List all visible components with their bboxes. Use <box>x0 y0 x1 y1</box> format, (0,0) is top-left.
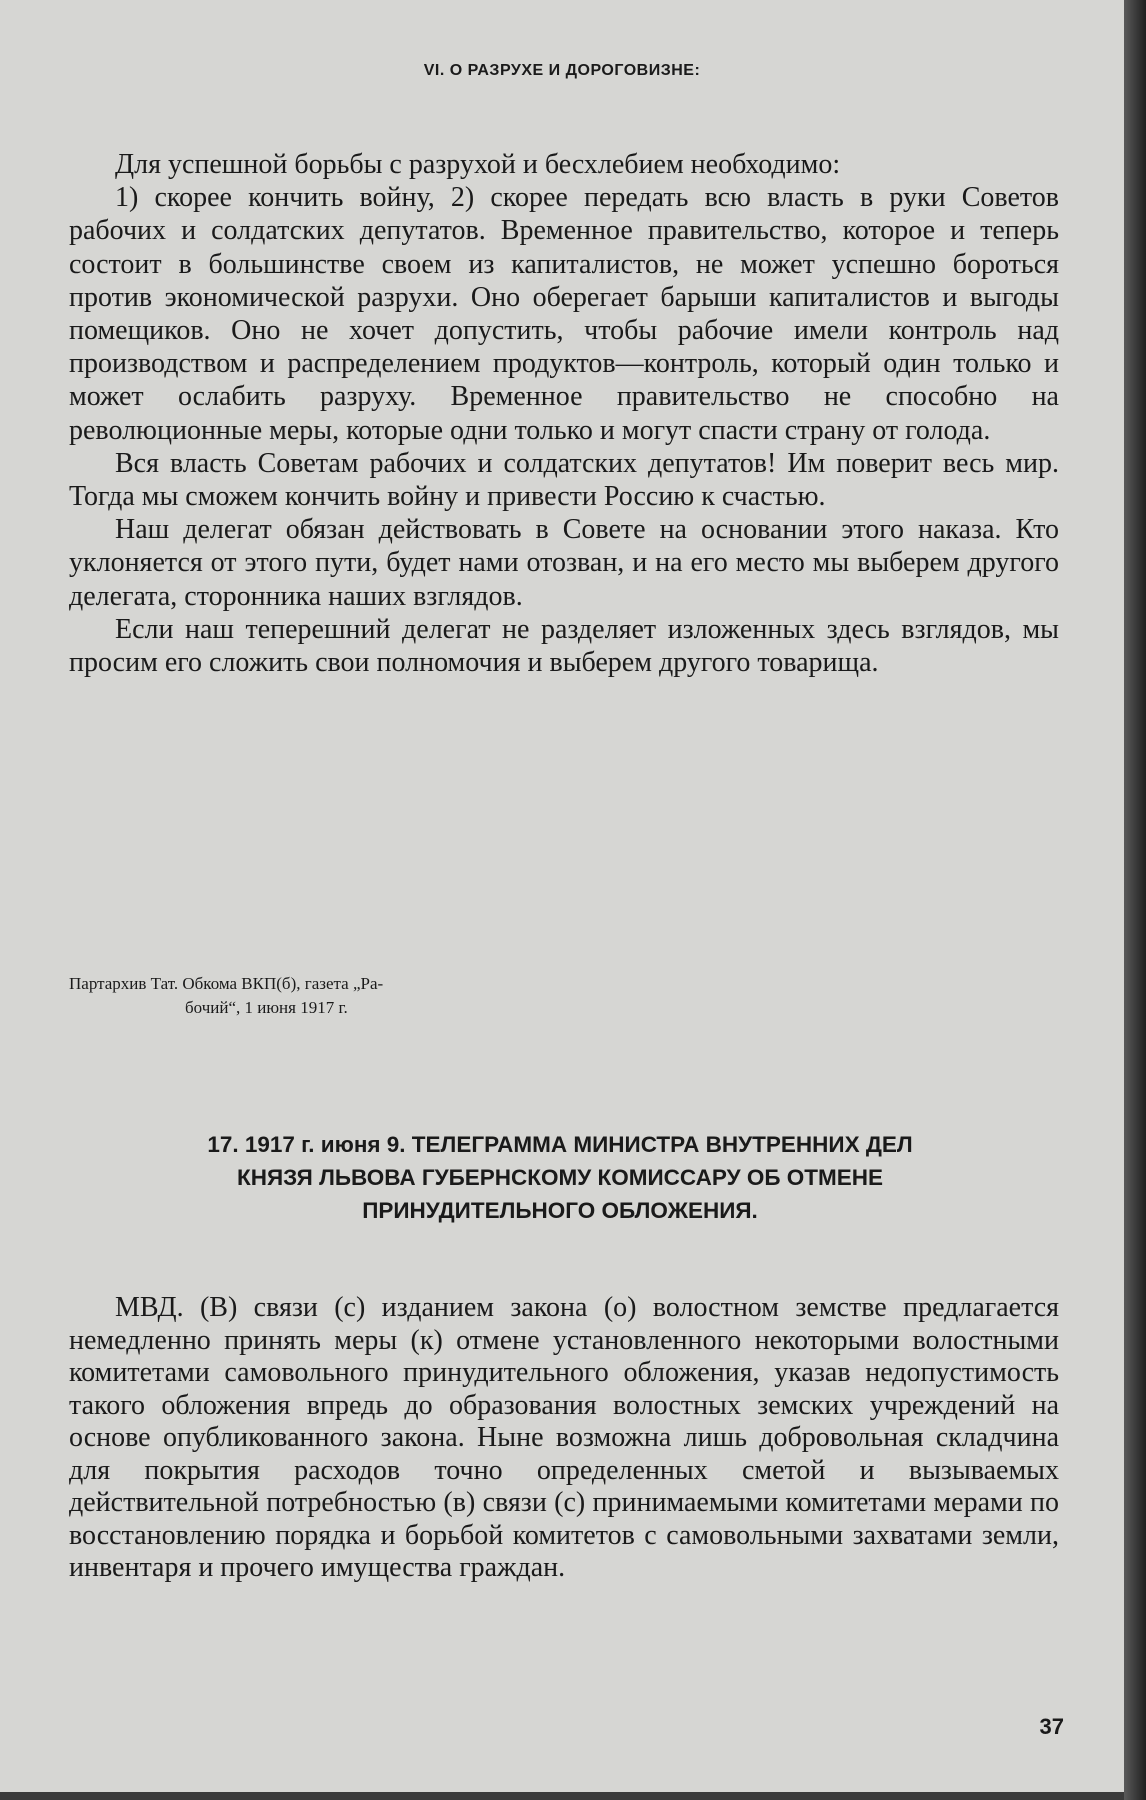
paragraph: Наш делегат обязан действовать в Совете на основании этого наказа. Кто уклоняется от этого пути, будет нами отозван, и на его место мы выберем другого делегата, сторонника наших взглядов. <box>69 514 1059 612</box>
paragraph: Если наш теперешний делегат не разделяет изложенных здесь взглядов, мы просим его сложить свои полномочия и выберем другого товарища. <box>69 613 1059 679</box>
document-title-line: 17. 1917 г. июня 9. ТЕЛЕГРАММА МИНИСТРА ВНУТРЕННИХ ДЕЛ <box>207 1132 913 1157</box>
resolution-text <box>69 148 1059 679</box>
source-citation <box>69 972 569 1020</box>
paragraph: 1) скорее кончить войну, 2) скорее передать всю власть в руки Советов рабочих и солдатских депутатов. Временное правительство, которое и теперь состоит в большинстве своем из капиталистов, не может успешно бороться против экономической разрухи. Оно оберегает барыши капиталистов и выгоды помещиков. Оно не хочет допустить, чтобы рабочие имели контроль над производством и распределением продуктов—контроль, который один только и может ослабить разруху. Временное правительство не способно на революционные меры, которые одни только и могут спасти страну от голода. <box>69 182 1059 446</box>
page-number: 37 <box>1039 1714 1064 1739</box>
paragraph: Для успешной борьбы с разрухой и бесхлебием необходимо: <box>115 149 841 180</box>
section-heading: VI. О РАЗРУХЕ И ДОРОГОВИЗНЕ: <box>423 62 701 79</box>
paragraph: Вся власть Советам рабочих и солдатских депутатов! Им поверит весь мир. Тогда мы сможем кончить войну и привести Россию к счастью. <box>69 447 1059 513</box>
paragraph: МВД. (В) связи (с) изданием закона (о) волостном земстве предлагается немедленно принять меры (к) отмене установленного некоторыми волостными комитетами самовольного принудительного обложения, указав недопустимость такого обложения впредь до образования волостных земских учреждений на основе опубликованного закона. Ныне возможна лишь добровольная складчина для покрытия расходов точно определенных сметой и вызываемых действительной потребностью (в) связи (с) принимаемыми комитетами мерами по восстановлению порядка и борьбой комитетов с самовольными захватами земли, инвентаря и прочего имущества граждан. <box>69 1292 1059 1583</box>
book-spine-edge <box>1124 0 1146 1800</box>
telegram-text <box>69 1292 1059 1585</box>
document-title-line: ПРИНУДИТЕЛЬНОГО ОБЛОЖЕНИЯ. <box>362 1198 758 1223</box>
document-title-line: КНЯЗЯ ЛЬВОВА ГУБЕРНСКОМУ КОМИССАРУ ОБ ОТМЕНЕ <box>236 1165 884 1190</box>
source-citation-line: Партархив Тат. Обкома ВКП(б), газета „Ра- <box>69 974 384 993</box>
source-citation-line: бочий“, 1 июня 1917 г. <box>185 998 348 1017</box>
document-title <box>100 1128 1020 1227</box>
